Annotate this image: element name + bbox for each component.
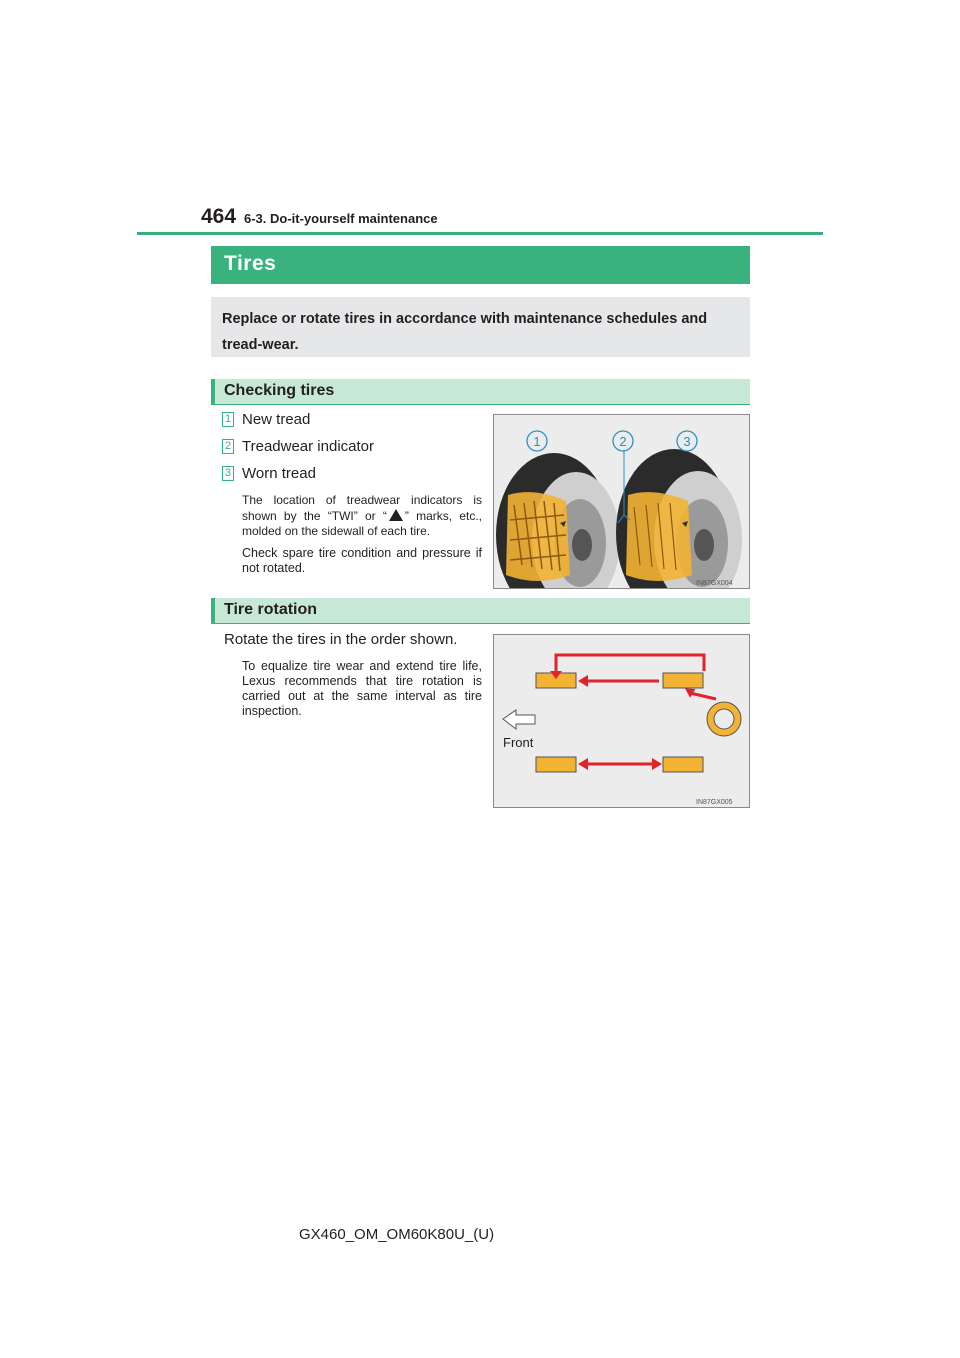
checking-tires-heading bbox=[211, 379, 750, 405]
rear-right-tire bbox=[663, 757, 703, 772]
tire-rotation-heading bbox=[211, 598, 750, 624]
figure-code: IN87GX004 bbox=[696, 580, 733, 587]
callout-3: 3 bbox=[683, 434, 691, 449]
item-number-2: 2 bbox=[222, 439, 234, 454]
front-label: Front bbox=[503, 735, 534, 750]
page-title: Tires bbox=[224, 252, 277, 275]
treadwear-note-part2: ” marks, etc., molded on the sidewall of each tire. bbox=[242, 509, 482, 538]
rotation-note: To equalize tire wear and extend tire life, Lexus recommends that tire rotation is carried out at the same interval as tire inspection. bbox=[242, 659, 482, 718]
item-number-1: 1 bbox=[222, 412, 234, 427]
tire-rotation-figure bbox=[493, 634, 750, 808]
spare-tire-note: Check spare tire condition and pressure if not rotated. bbox=[242, 546, 482, 575]
intro-box bbox=[211, 297, 750, 357]
treadwear-note bbox=[242, 493, 482, 539]
item-new-tread: New tread bbox=[242, 411, 311, 428]
document-code: GX460_OM_OM60K80U_(U) bbox=[299, 1226, 495, 1243]
item-number-3: 3 bbox=[222, 466, 234, 481]
section-title: 6-3. Do-it-yourself maintenance bbox=[244, 211, 438, 226]
callout-1: 1 bbox=[533, 434, 541, 449]
rotation-instruction: Rotate the tires in the order shown. bbox=[224, 631, 458, 648]
rear-left-tire bbox=[663, 673, 703, 688]
callout-2: 2 bbox=[619, 434, 627, 449]
header-divider bbox=[137, 232, 823, 235]
item-treadwear-indicator: Treadwear indicator bbox=[242, 438, 375, 455]
title-bar bbox=[211, 246, 750, 284]
intro-text: Replace or rotate tires in accordance with maintenance schedules and tread-wear. bbox=[222, 311, 708, 353]
tire-rotation-heading-text: Tire rotation bbox=[224, 601, 318, 618]
tire-rotation-diagram bbox=[494, 635, 750, 808]
tire-tread-figure bbox=[493, 414, 750, 589]
front-right-tire bbox=[536, 757, 576, 772]
figure-code: IN87GX005 bbox=[696, 799, 733, 806]
treadwear-note-part1: The location of treadwear indicators is shown by the “TWI” or “ bbox=[242, 493, 482, 523]
page-number: 464 bbox=[201, 205, 237, 228]
tire-tread-illustration bbox=[494, 415, 750, 589]
item-worn-tread: Worn tread bbox=[242, 465, 316, 482]
triangle-mark-icon bbox=[389, 509, 403, 521]
checking-tires-heading-text: Checking tires bbox=[224, 382, 335, 399]
